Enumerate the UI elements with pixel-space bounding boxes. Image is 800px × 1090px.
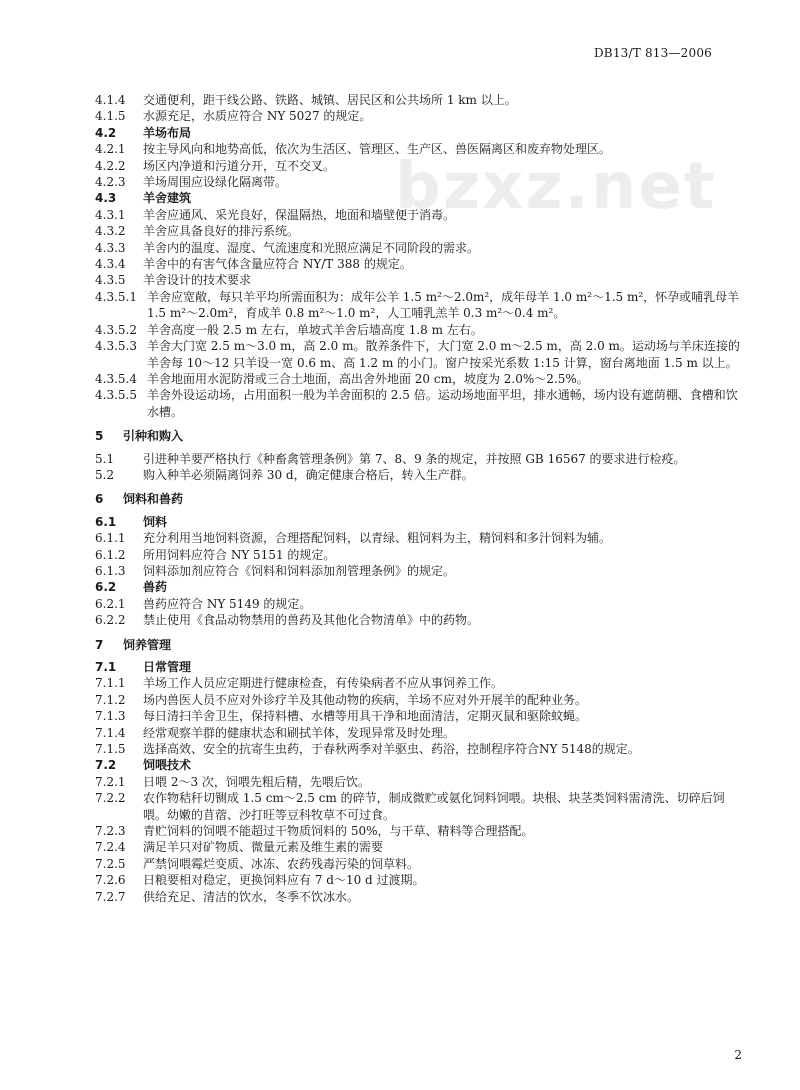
clause-text: 羊舍建筑 bbox=[143, 191, 192, 206]
clause-number: 5.2 bbox=[95, 467, 115, 482]
clause-number: 4.3.5.1 bbox=[95, 289, 137, 304]
clause-number: 4.3.4 bbox=[95, 257, 126, 272]
clause-text: 羊舍内的温度、湿度、气流速度和光照应满足不同阶段的需求。 bbox=[143, 240, 480, 255]
clause-number: 4.3.5 bbox=[95, 273, 126, 288]
clause bbox=[95, 387, 747, 420]
clause-text: 日喂 2～3 次，饲喂先粗后精，先喂后饮。 bbox=[143, 774, 370, 789]
clause bbox=[95, 823, 747, 839]
clause-number: 4.2.3 bbox=[95, 175, 126, 190]
section-heading bbox=[95, 637, 747, 653]
clause bbox=[95, 675, 747, 691]
clause-text: 每日清扫羊舍卫生，保持料槽、水槽等用具干净和地面清洁，定期灭鼠和驱除蚊蝇。 bbox=[143, 709, 588, 724]
clause-number: 7.2.4 bbox=[95, 840, 126, 855]
clause-text: 场区内净道和污道分开，互不交叉。 bbox=[143, 158, 336, 173]
clause-number: 7 bbox=[95, 637, 104, 652]
clause-number: 4.3.5.5 bbox=[95, 388, 137, 403]
clause bbox=[95, 240, 747, 256]
clause-number: 5.1 bbox=[95, 451, 115, 466]
clause-number: 6.1.2 bbox=[95, 547, 126, 562]
clause-text: 禁止使用《食品动物禁用的兽药及其他化合物清单》中的药物。 bbox=[143, 613, 480, 628]
clause-text: 水源充足，水质应符合 NY 5027 的规定。 bbox=[143, 109, 372, 124]
clause-text: 引进种羊要严格执行《种畜禽管理条例》第 7、8、9 条的规定，并按照 GB 16567 的要求进行检疫。 bbox=[143, 451, 686, 466]
clause-text: 农作物秸秆切铡成 1.5 cm～2.5 cm 的碎节，制成微贮或氨化饲料饲喂。块根、块茎类饲料需清洗、切碎后饲喂。幼嫩的苜蓿、沙打旺等豆科牧草不可过食。 bbox=[143, 791, 725, 822]
clause bbox=[95, 872, 747, 888]
subsection-heading bbox=[95, 659, 747, 675]
subsection-heading bbox=[95, 514, 747, 530]
subsection-heading bbox=[95, 190, 747, 206]
clause-number: 7.2.2 bbox=[95, 791, 126, 806]
clause-number: 7.2 bbox=[95, 758, 117, 773]
clause bbox=[95, 141, 747, 157]
document-code: DB13/T 813—2006 bbox=[593, 46, 712, 60]
clause-text: 青贮饲料的饲喂不能超过干物质饲料的 50%，与干草、精料等合理搭配。 bbox=[143, 824, 534, 839]
clause-text: 充分利用当地饲料资源，合理搭配饲料，以青绿、粗饲料为主，精饲料和多汁饲料为辅。 bbox=[143, 531, 612, 546]
clause-text: 交通便利，距干线公路、铁路、城镇、居民区和公共场所 1 km 以上。 bbox=[143, 93, 517, 107]
subsection-heading bbox=[95, 125, 747, 141]
clause-text: 羊舍外设运动场，占用面积一般为羊舍面积的 2.5 倍。运动场地面平坦，排水通畅，场内设有遮荫棚、食槽和饮水槽。 bbox=[146, 388, 738, 419]
clause-text: 饲养管理 bbox=[123, 637, 172, 652]
clause bbox=[95, 322, 747, 338]
clause-number: 6.1.1 bbox=[95, 531, 126, 546]
clause bbox=[95, 741, 747, 757]
clause-text: 羊舍大门宽 2.5 m～3.0 m，高 2.0 m。散养条件下，大门宽 2.0 m～2.5 m，高 2.0 m。运动场与羊床连接的羊舍每 10～12 只羊设一宽 0.6 m、高 1.2 m 的小门。窗户按采光系数 1:15 计算，窗台离地面 1.5 m 以上。 bbox=[146, 339, 740, 370]
clause bbox=[95, 371, 747, 387]
clause bbox=[95, 790, 747, 823]
clause bbox=[95, 596, 747, 612]
clause-number: 7.2.7 bbox=[95, 889, 126, 904]
clause bbox=[95, 692, 747, 708]
clause-number: 7.2.1 bbox=[95, 774, 126, 789]
clause-text: 日常管理 bbox=[143, 660, 192, 674]
clause bbox=[95, 612, 747, 628]
clause-number: 5 bbox=[95, 429, 104, 444]
clause-number: 6.1 bbox=[95, 514, 117, 529]
clause bbox=[95, 223, 747, 239]
clause-text: 羊舍应宽敞，每只羊平均所需面积为：成年公羊 1.5 m²～2.0m²，成年母羊 1.0 m²～1.5 m²，怀孕或哺乳母羊 1.5 m²～2.0m²，育成羊 0.8 m²～1.0 m²，人工哺乳羔羊 0.3 m²～0.4 m²。 bbox=[146, 289, 740, 321]
clause bbox=[95, 256, 747, 272]
clause bbox=[95, 174, 747, 190]
clause-text: 场内兽医人员不应对外诊疗羊及其他动物的疾病，羊场不应对外开展羊的配种业务。 bbox=[143, 692, 588, 707]
clause bbox=[95, 725, 747, 741]
clause-number: 4.3.5.4 bbox=[95, 371, 137, 386]
clause bbox=[95, 889, 747, 905]
clause bbox=[95, 272, 747, 288]
clause-number: 7.2.3 bbox=[95, 824, 126, 839]
clause-text: 羊舍高度一般 2.5 m 左右，单坡式羊舍后墙高度 1.8 m 左右。 bbox=[146, 322, 483, 337]
clause bbox=[95, 839, 747, 855]
clause-text: 羊场工作人员应定期进行健康检查，有传染病者不应从事饲养工作。 bbox=[143, 676, 504, 691]
clause bbox=[95, 774, 747, 790]
clause-text: 羊场周围应设绿化隔离带。 bbox=[143, 175, 288, 190]
clause-text: 饲喂技术 bbox=[143, 758, 192, 773]
clause-number: 4.2 bbox=[95, 125, 117, 140]
clause bbox=[95, 467, 747, 483]
clause bbox=[95, 108, 747, 124]
clause-text: 选择高效、安全的抗寄生虫药，于春秋两季对羊驱虫、药浴，控制程序符合NY 5148的规定。 bbox=[143, 742, 640, 757]
clause-text: 日粮要相对稳定，更换饲料应有 7 d～10 d 过渡期。 bbox=[143, 873, 425, 888]
clause-text: 兽药 bbox=[143, 580, 168, 595]
clause-number: 7.2.5 bbox=[95, 856, 126, 871]
clause-number: 4.3.3 bbox=[95, 240, 126, 255]
clause bbox=[95, 92, 747, 108]
clause bbox=[95, 289, 747, 322]
clause-number: 4.1.5 bbox=[95, 109, 126, 124]
clause bbox=[95, 158, 747, 174]
clause-text: 经常观察羊群的健康状态和刷拭羊体，发现异常及时处理。 bbox=[143, 725, 456, 740]
clause-text: 羊舍中的有害气体含量应符合 NY/T 388 的规定。 bbox=[143, 257, 412, 272]
clause-number: 4.3 bbox=[95, 191, 117, 206]
clause-text: 羊舍应具备良好的排污系统。 bbox=[143, 224, 300, 239]
clause bbox=[95, 451, 747, 467]
clause bbox=[95, 856, 747, 872]
clause bbox=[95, 338, 747, 371]
clause-number: 6.1.3 bbox=[95, 563, 126, 578]
clause-text: 兽药应符合 NY 5149 的规定。 bbox=[143, 596, 312, 611]
clause bbox=[95, 563, 747, 579]
clause-text: 所用饲料应符合 NY 5151 的规定。 bbox=[143, 547, 336, 562]
clause-number: 7.1 bbox=[95, 660, 117, 674]
clause bbox=[95, 207, 747, 223]
clause-number: 7.1.3 bbox=[95, 709, 126, 724]
clause-number: 6.2 bbox=[95, 580, 117, 595]
clause-number: 7.1.2 bbox=[95, 692, 126, 707]
clause-text: 按主导风向和地势高低，依次为生活区、管理区、生产区、兽医隔离区和废弃物处理区。 bbox=[143, 142, 612, 157]
clause-text: 购入种羊必须隔离饲养 30 d，确定健康合格后，转入生产群。 bbox=[143, 467, 474, 482]
clause-text: 引种和购入 bbox=[123, 429, 184, 444]
clause-text: 供给充足、清洁的饮水，冬季不饮冰水。 bbox=[143, 889, 360, 904]
clause-number: 4.1.4 bbox=[95, 93, 126, 107]
clause-number: 4.3.1 bbox=[95, 207, 126, 222]
clause-text: 饲料添加剂应符合《饲料和饲料添加剂管理条例》的规定。 bbox=[143, 563, 456, 578]
clause-text: 羊场布局 bbox=[143, 125, 192, 140]
clause-number: 6 bbox=[95, 492, 104, 507]
clause bbox=[95, 530, 747, 546]
clause-text: 饲料 bbox=[143, 514, 168, 529]
section-heading bbox=[95, 428, 747, 444]
subsection-heading bbox=[95, 757, 747, 773]
clause-number: 6.2.2 bbox=[95, 613, 126, 628]
clause-number: 4.3.2 bbox=[95, 224, 126, 239]
clause-number: 7.1.4 bbox=[95, 725, 126, 740]
clause bbox=[95, 547, 747, 563]
clause-number: 4.3.5.3 bbox=[95, 339, 137, 354]
clause-text: 饲料和兽药 bbox=[123, 492, 184, 507]
clause-text: 严禁饲喂霉烂变质、冰冻、农药残毒污染的饲草料。 bbox=[143, 856, 420, 871]
watermark: bzxz.net bbox=[395, 150, 717, 224]
document-body bbox=[95, 92, 747, 905]
clause-number: 7.2.6 bbox=[95, 873, 126, 888]
clause-number: 7.1.1 bbox=[95, 676, 126, 691]
clause-text: 羊舍地面用水泥防滑或三合土地面，高出舍外地面 20 cm，坡度为 2.0%～2.5%。 bbox=[146, 371, 589, 386]
clause bbox=[95, 708, 747, 724]
page-number: 2 bbox=[734, 1048, 742, 1062]
clause-text: 羊舍应通风、采光良好，保温隔热，地面和墙壁便于消毒。 bbox=[143, 207, 456, 222]
subsection-heading bbox=[95, 579, 747, 595]
section-heading bbox=[95, 491, 747, 507]
clause-number: 4.3.5.2 bbox=[95, 322, 137, 337]
clause-text: 羊舍设计的技术要求 bbox=[143, 273, 252, 288]
clause-number: 6.2.1 bbox=[95, 596, 126, 611]
clause-text: 满足羊只对矿物质、微量元素及维生素的需要 bbox=[143, 840, 384, 855]
clause-number: 4.2.2 bbox=[95, 158, 126, 173]
clause-number: 7.1.5 bbox=[95, 742, 126, 757]
clause-number: 4.2.1 bbox=[95, 142, 126, 157]
